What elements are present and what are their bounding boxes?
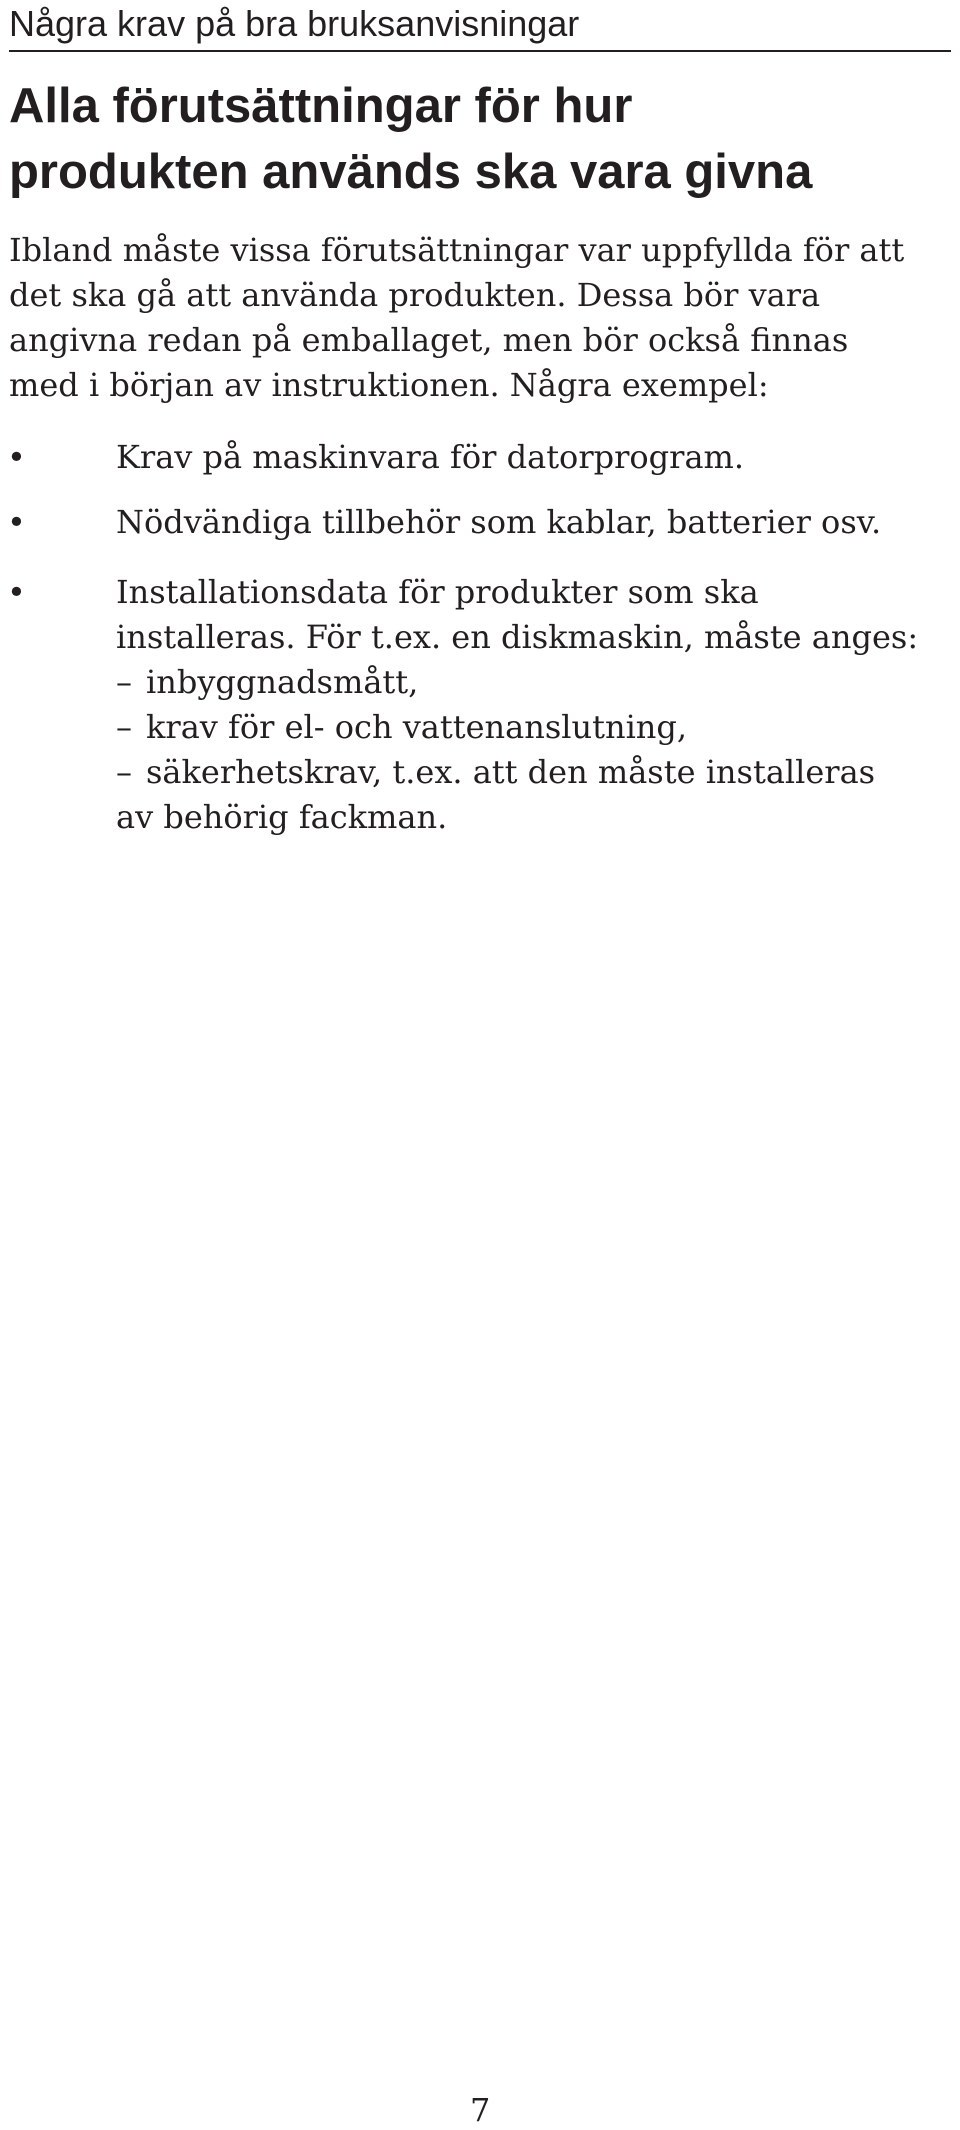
sub-item-text: säkerhetskrav, t.ex. att den måste installeras <box>146 753 876 791</box>
section-heading-line: Alla förutsättningar för hur <box>9 79 633 133</box>
list-item <box>0 435 960 480</box>
section-heading <box>9 73 949 205</box>
intro-line: med i början av instruktionen. Några exempel: <box>9 366 769 404</box>
bullet-icon: • <box>7 438 26 476</box>
list-item-text: Nödvändiga tillbehör som kablar, batterier osv. <box>116 503 882 541</box>
section-heading-line: produkten används ska vara givna <box>9 145 813 199</box>
sub-item-continuation: av behörig fackman. <box>116 798 448 836</box>
list-item-text: Installationsdata för produkter som ska <box>116 573 759 611</box>
bullet-icon: • <box>7 503 26 541</box>
bullet-list <box>0 435 960 840</box>
intro-line: det ska gå att använda produkten. Dessa bör vara <box>9 276 821 314</box>
list-item-text: installeras. För t.ex. en diskmaskin, måste anges: <box>116 618 919 656</box>
list-item <box>0 570 960 840</box>
running-header <box>9 0 951 52</box>
dash-icon: – <box>116 708 132 746</box>
intro-line: angivna redan på emballaget, men bör också finnas <box>9 321 849 359</box>
sub-item <box>116 705 960 750</box>
sub-item <box>116 750 960 795</box>
list-item <box>0 500 960 545</box>
intro-paragraph <box>9 228 949 408</box>
running-header-title: Några krav på bra bruksanvisningar <box>9 3 580 44</box>
sub-item-text: inbyggnadsmått, <box>146 663 419 701</box>
dash-icon: – <box>116 663 132 701</box>
page-number: 7 <box>470 2091 491 2129</box>
dash-icon: – <box>116 753 132 791</box>
sub-item <box>116 660 960 705</box>
sub-item-text: krav för el- och vattenanslutning, <box>146 708 688 746</box>
bullet-icon: • <box>7 573 26 611</box>
list-item-text: Krav på maskinvara för datorprogram. <box>116 438 745 476</box>
intro-line: Ibland måste vissa förutsättningar var uppfyllda för att <box>9 231 905 269</box>
